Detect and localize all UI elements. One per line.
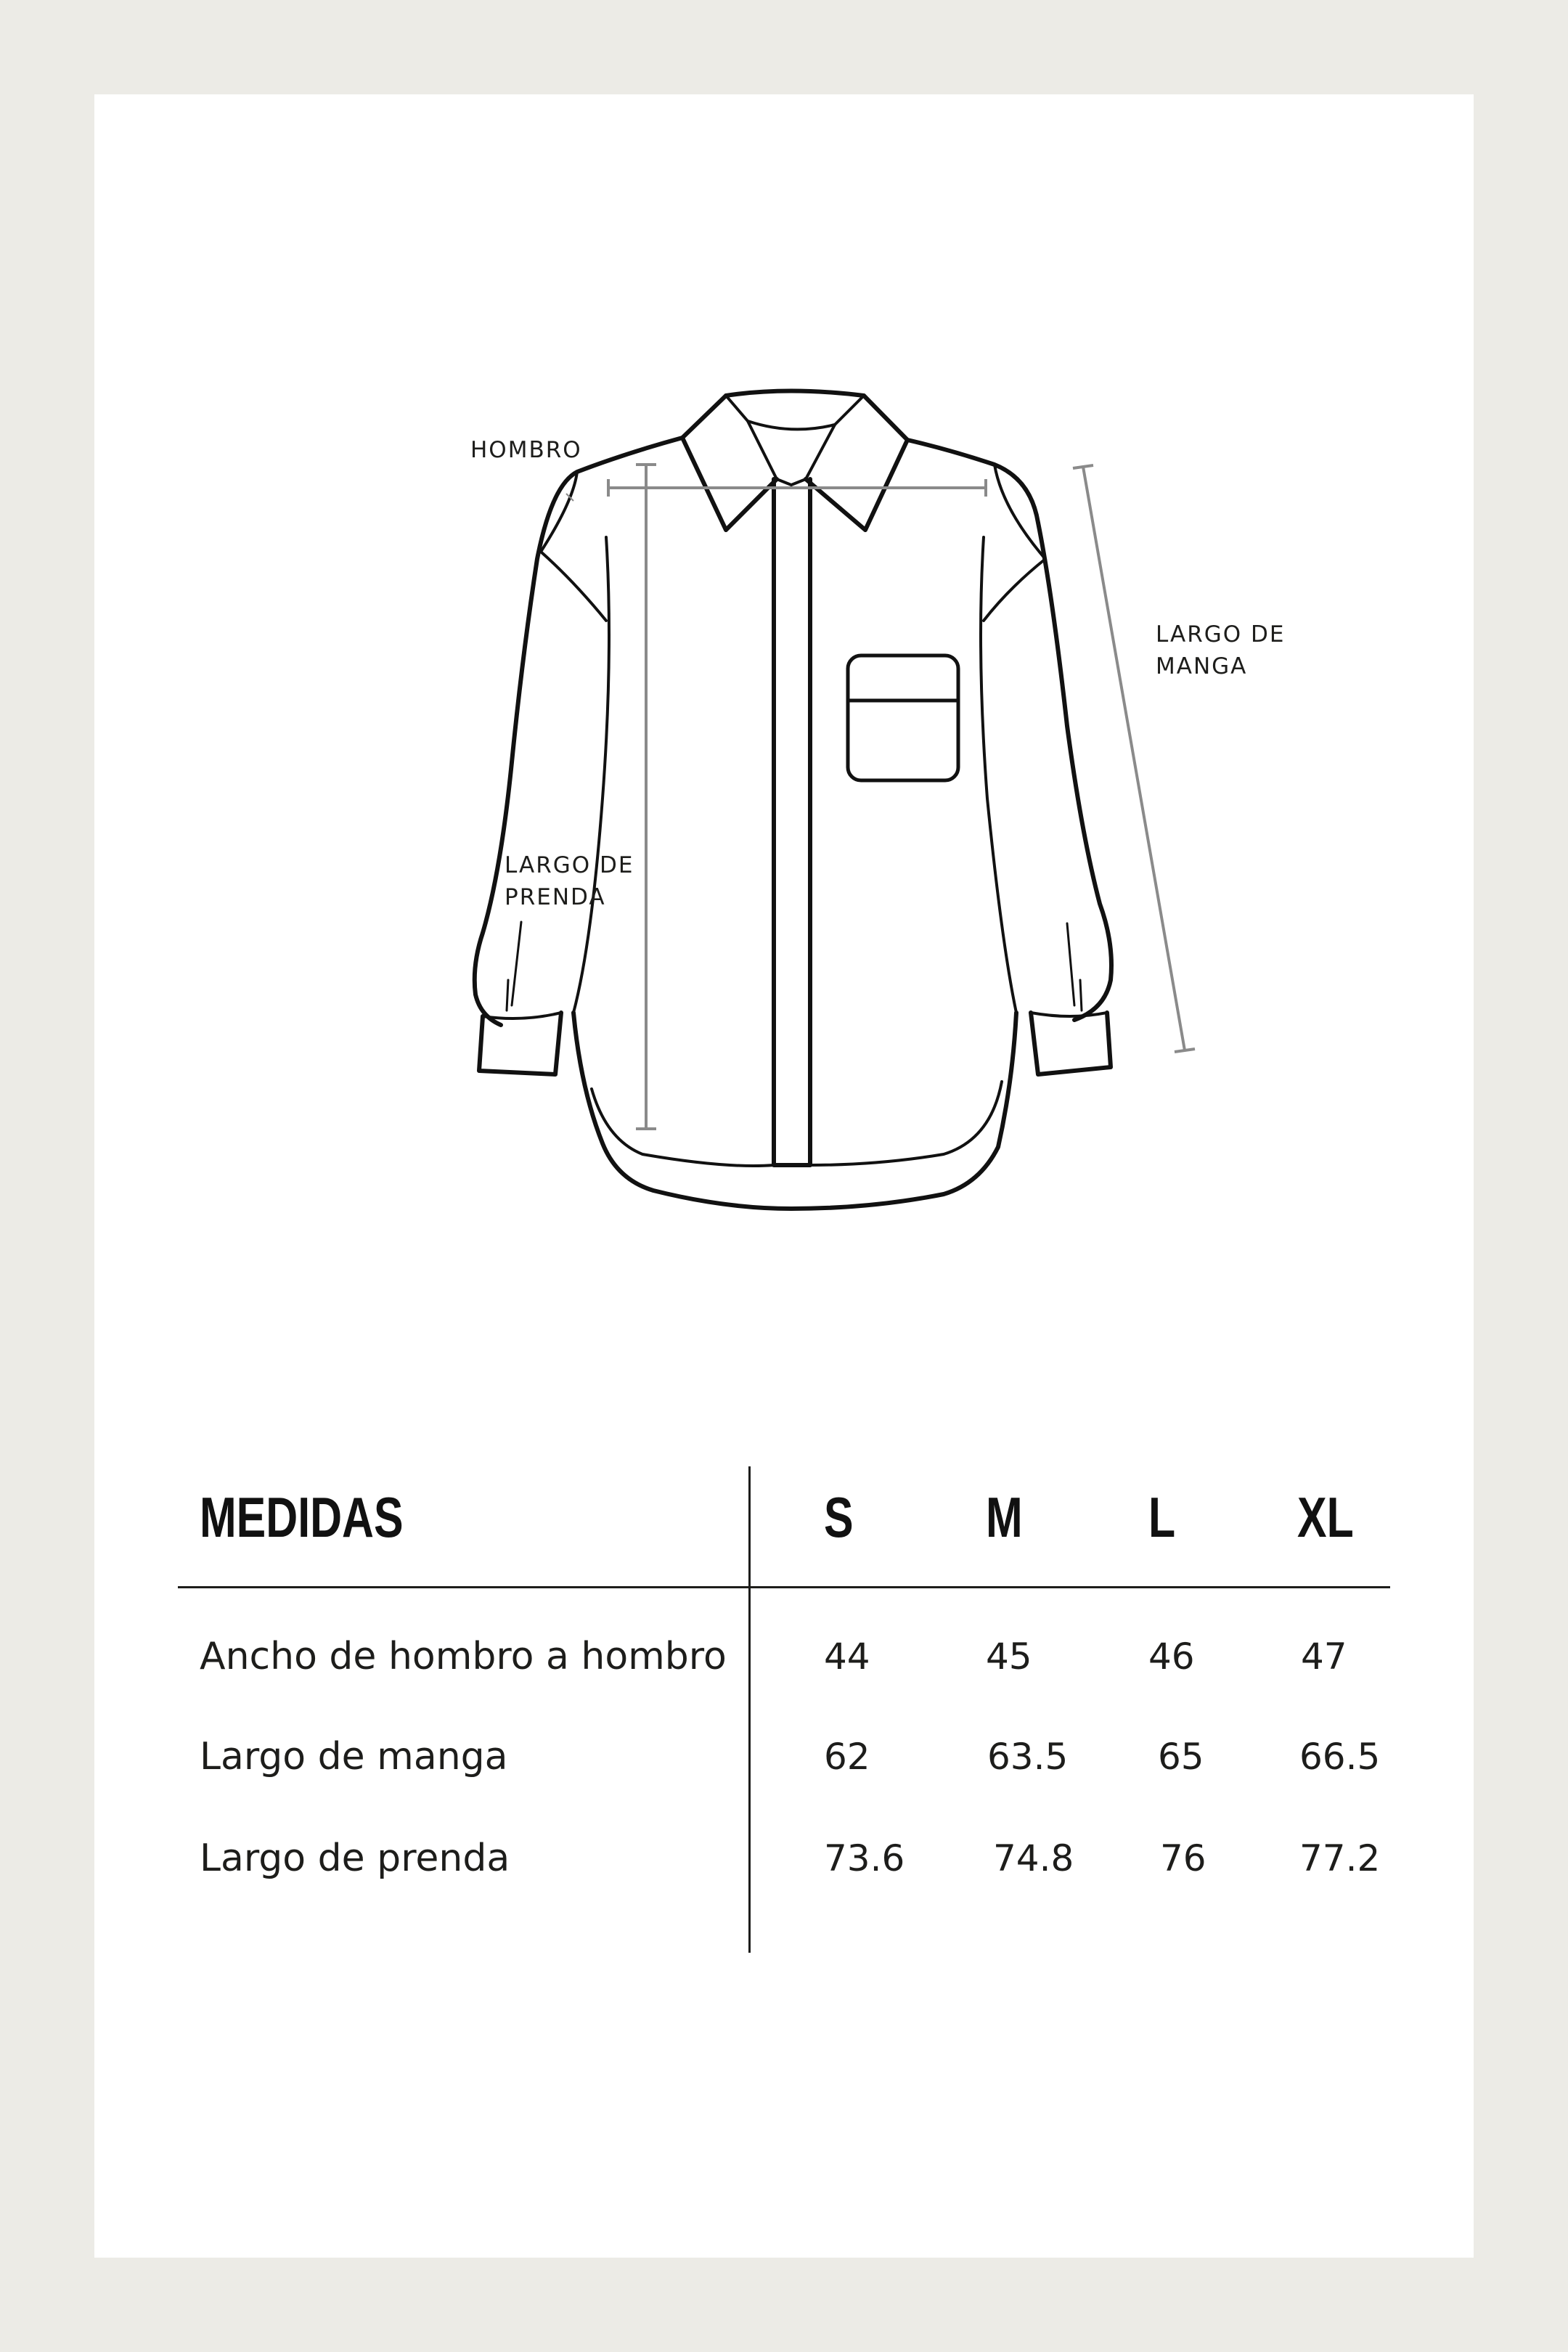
label-largo-manga-line2: MANGA: [1156, 653, 1248, 679]
collar-left: [682, 396, 777, 530]
measure-largo-manga: [1083, 467, 1185, 1050]
cell-ancho-m: 45: [986, 1636, 1032, 1678]
size-header-s: S: [824, 1485, 854, 1549]
table-header-divider: [178, 1586, 1390, 1588]
collar-right: [806, 396, 907, 530]
cell-ancho-l: 46: [1148, 1636, 1195, 1678]
row-label-manga: Largo de manga: [200, 1735, 508, 1779]
row-label-ancho: Ancho de hombro a hombro: [200, 1635, 727, 1678]
size-header-xl: XL: [1297, 1485, 1354, 1549]
cell-prenda-s: 73.6: [824, 1837, 905, 1879]
table-column-divider: [748, 1466, 751, 1953]
cell-manga-l: 65: [1158, 1736, 1204, 1778]
placket: [774, 479, 810, 1165]
label-largo-prenda-line2: PRENDA: [505, 884, 606, 910]
cell-manga-m: 63.5: [987, 1736, 1069, 1778]
cell-ancho-s: 44: [824, 1636, 870, 1678]
cell-prenda-xl: 77.2: [1299, 1837, 1381, 1879]
row-label-prenda: Largo de prenda: [200, 1837, 510, 1880]
hem: [573, 1013, 1016, 1209]
pocket: [848, 656, 958, 780]
cuff-right: [1031, 1013, 1111, 1074]
cell-manga-s: 62: [824, 1736, 870, 1778]
label-largo-manga-line1: LARGO DE: [1156, 621, 1286, 648]
cell-prenda-m: 74.8: [993, 1837, 1074, 1879]
cell-ancho-xl: 47: [1301, 1636, 1347, 1678]
collar-band: [726, 391, 864, 396]
cell-manga-xl: 66.5: [1299, 1736, 1381, 1778]
label-hombro: HOMBRO: [470, 437, 582, 463]
size-header-l: L: [1148, 1485, 1176, 1549]
size-header-m: M: [986, 1485, 1023, 1549]
body-right: [907, 440, 1111, 1020]
body-left: [475, 438, 682, 1025]
table-title: MEDIDAS: [200, 1485, 404, 1549]
label-largo-prenda-line1: LARGO DE: [505, 852, 634, 878]
cell-prenda-l: 76: [1160, 1837, 1206, 1879]
